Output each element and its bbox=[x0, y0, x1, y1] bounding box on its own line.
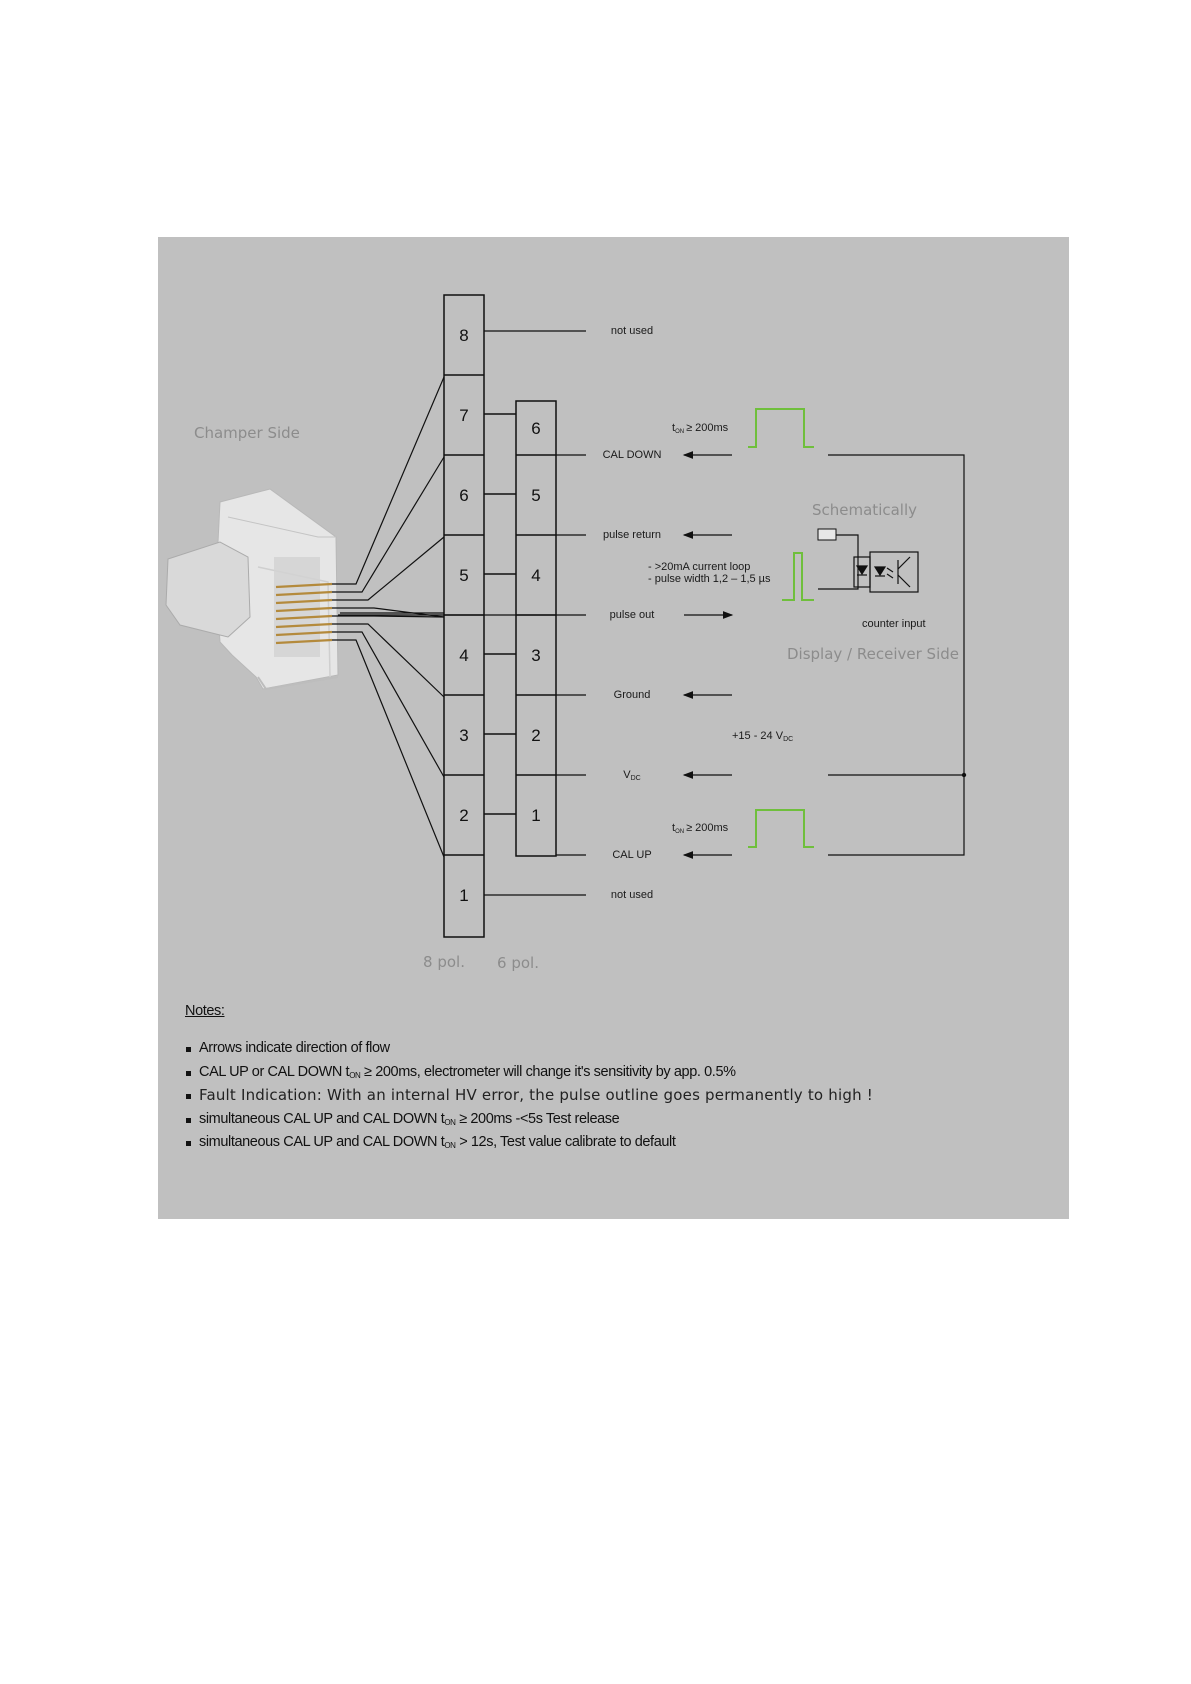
signal-pulse-return: pulse return bbox=[602, 529, 662, 541]
pulse-cal-down bbox=[748, 409, 814, 447]
signal-cal-down: CAL DOWN bbox=[602, 449, 662, 461]
pinout-diagram bbox=[158, 237, 1069, 997]
note-fault-indication: Fault Indication: With an internal HV error, the pulse outline goes permanently to high ! bbox=[185, 1084, 1055, 1108]
pin6-4: 4 bbox=[531, 566, 541, 585]
notes-heading: Notes: bbox=[185, 1003, 225, 1019]
pulse-shapes bbox=[748, 409, 814, 847]
pin8-5: 5 bbox=[459, 566, 469, 585]
connector-6-pole bbox=[484, 401, 556, 856]
conn8-label: 8 pol. bbox=[423, 953, 465, 971]
note-cal-sensitivity: CAL UP or CAL DOWN $t_{ON} \ge 200ms$, electrometer will change it's sensitivity by app. 0.5% bbox=[185, 1061, 1055, 1085]
pin8-2: 2 bbox=[459, 806, 469, 825]
pin6-2: 2 bbox=[531, 726, 541, 745]
pin6-6: 6 bbox=[531, 419, 541, 438]
wiring-diagram-panel bbox=[158, 237, 1069, 1219]
rj45-plug-icon bbox=[166, 489, 338, 689]
chamber-side-title: Champer Side bbox=[194, 424, 300, 442]
note-test-release: simultaneous CAL UP and CAL DOWN $t_{ON} \ge 200ms$ -<5s Test release bbox=[185, 1108, 1055, 1132]
note-calibrate-default: simultaneous CAL UP and CAL DOWN $t_{ON} > 12s$, Test value calibrate to default bbox=[185, 1131, 1055, 1155]
connector-8-pole bbox=[444, 295, 484, 937]
signal-cal-up: CAL UP bbox=[612, 849, 652, 861]
schematic-title: Schematically bbox=[812, 501, 918, 519]
pin6-1: 1 bbox=[531, 806, 541, 825]
pin8-8: 8 bbox=[459, 326, 469, 345]
counter-input-label: counter input bbox=[862, 618, 926, 630]
pin8-3: 3 bbox=[459, 726, 469, 745]
ton-annotation-bottom: tON ≥ 200ms bbox=[672, 822, 729, 835]
pin8-7: 7 bbox=[459, 406, 469, 425]
ton-annotation-top: tON ≥ 200ms bbox=[672, 422, 729, 435]
pin8-4: 4 bbox=[459, 646, 469, 665]
conn6-label: 6 pol. bbox=[497, 954, 539, 972]
signal-pulse-out: pulse out bbox=[609, 609, 655, 621]
flow-arrows bbox=[684, 455, 732, 855]
notes-list bbox=[185, 1037, 1055, 1155]
signal-vdc: VDC bbox=[623, 769, 641, 782]
pin8-1: 1 bbox=[459, 886, 469, 905]
notes-section bbox=[185, 1003, 1055, 1155]
pin8-6: 6 bbox=[459, 486, 469, 505]
signal-not-used-top: not used bbox=[610, 325, 654, 337]
receiver-side-title: Display / Receiver Side bbox=[787, 645, 959, 663]
signal-ground: Ground bbox=[613, 689, 651, 701]
pulse-out-wave bbox=[782, 553, 814, 600]
pulse-width-note: - pulse width 1,2 – 1,5 µs bbox=[648, 573, 771, 585]
resistor-icon bbox=[818, 529, 836, 540]
pulse-cal-up bbox=[748, 810, 814, 847]
signal-not-used-bottom: not used bbox=[610, 889, 654, 901]
pin6-3: 3 bbox=[531, 646, 541, 665]
supply-voltage-label: +15 - 24 VDC bbox=[732, 730, 794, 743]
optocoupler-icon bbox=[854, 552, 918, 592]
current-loop-note: - >20mA current loop bbox=[648, 561, 751, 573]
pin6-5: 5 bbox=[531, 486, 541, 505]
note-flow-direction: Arrows indicate direction of flow bbox=[185, 1037, 1055, 1061]
plug-fan-out-wires bbox=[332, 377, 444, 857]
